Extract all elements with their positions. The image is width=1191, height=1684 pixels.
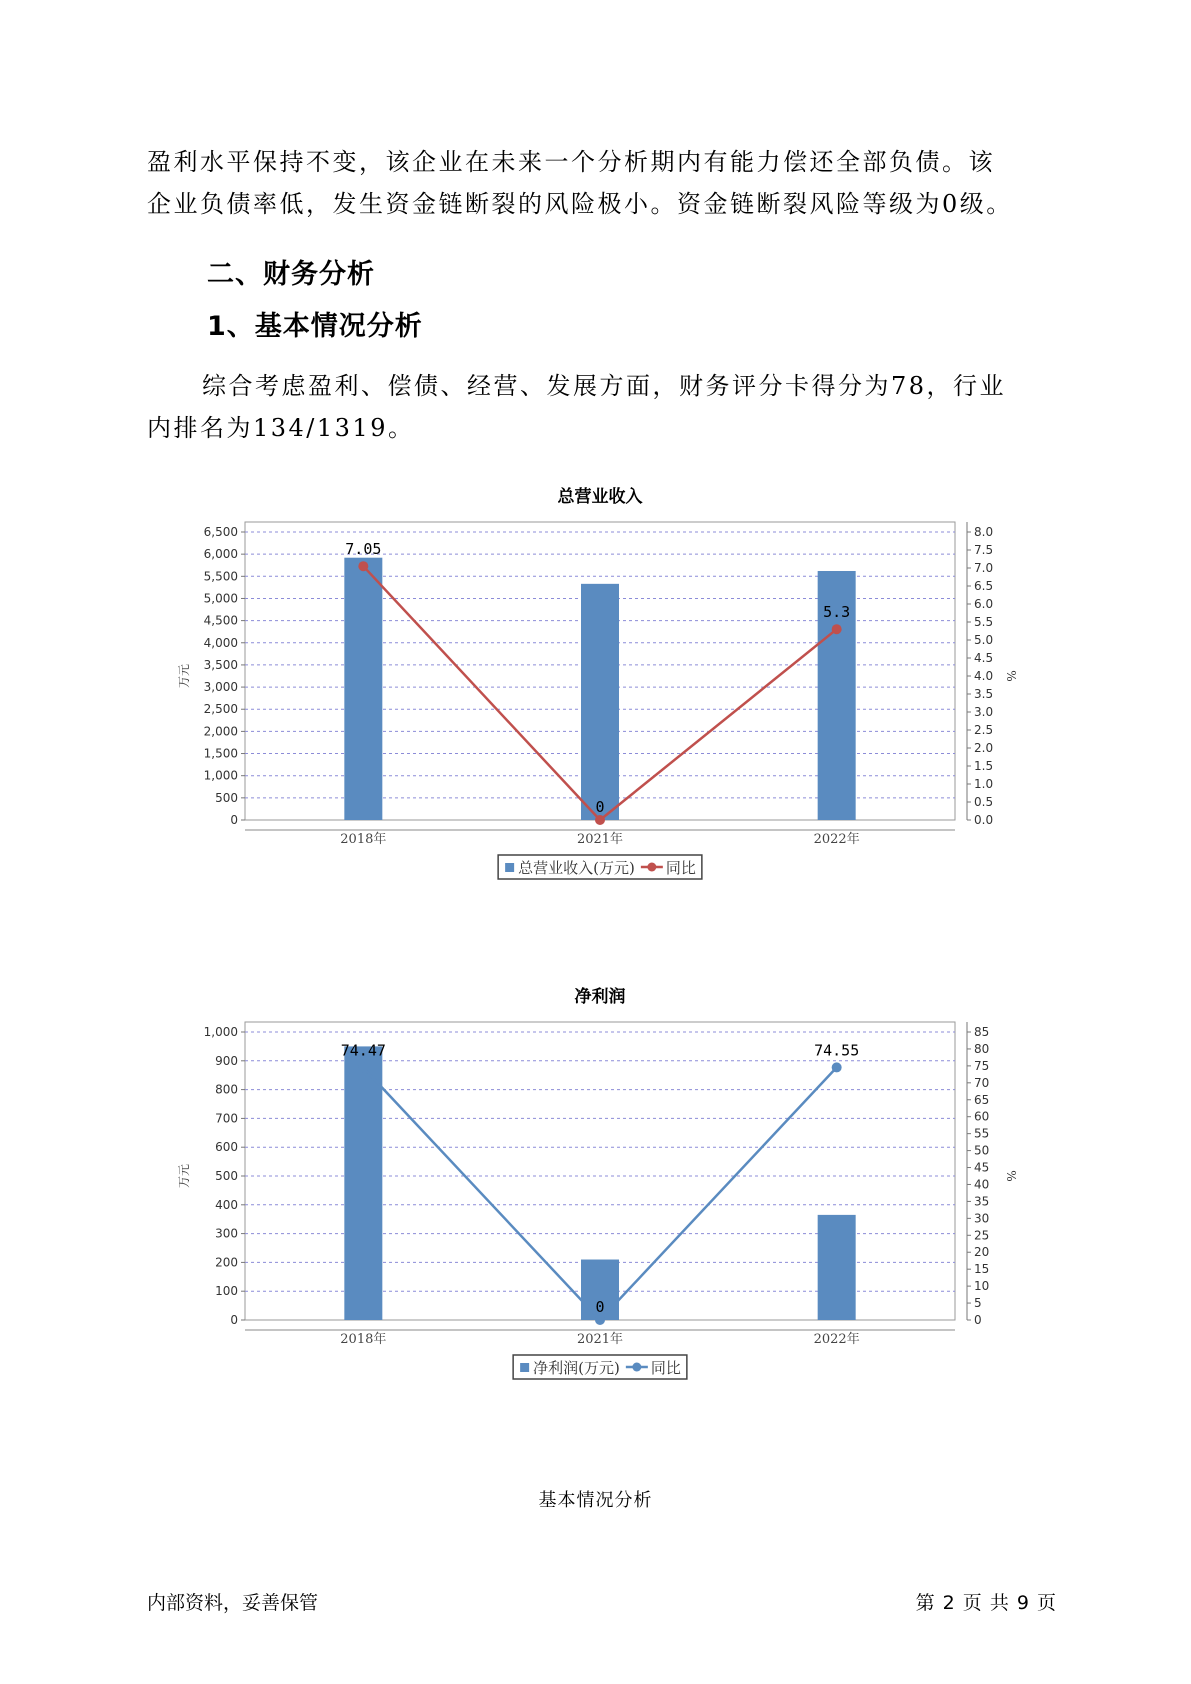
line-point bbox=[358, 561, 368, 571]
figure-caption: 基本情况分析 bbox=[538, 1490, 653, 1511]
y2-tick-label: 60 bbox=[974, 1109, 990, 1124]
y2-tick-label: 35 bbox=[974, 1194, 990, 1209]
y-tick-label: 3,500 bbox=[203, 657, 238, 672]
paragraph-line: 企业负债率低，发生资金链断裂的风险极小。资金链断裂风险等级为0级。 bbox=[147, 190, 1013, 218]
paragraph-line: 盈利水平保持不变，该企业在未来一个分析期内有能力偿还全部负债。该 bbox=[147, 148, 995, 176]
y-axis-label: 万元 bbox=[177, 1163, 191, 1189]
y2-tick-label: 7.5 bbox=[974, 543, 994, 557]
y2-tick-label: 4.5 bbox=[974, 651, 994, 665]
y-tick-label: 6,000 bbox=[203, 547, 238, 562]
y-tick-label: 100 bbox=[215, 1284, 238, 1299]
y2-tick-label: 7.0 bbox=[974, 561, 994, 575]
x-tick-label: 2018年 bbox=[340, 832, 387, 847]
y2-tick-label: 0 bbox=[974, 1313, 982, 1327]
y2-tick-label: 0.0 bbox=[974, 813, 994, 827]
legend-entry: 同比 bbox=[665, 859, 696, 877]
revenue-chart-svg bbox=[170, 480, 1018, 935]
data-label: 0 bbox=[595, 1298, 605, 1316]
line-point bbox=[832, 1062, 842, 1072]
y-tick-label: 200 bbox=[215, 1255, 238, 1270]
legend-line-marker bbox=[647, 863, 656, 872]
revenue-chart bbox=[170, 480, 1018, 935]
data-label: 5.3 bbox=[823, 603, 851, 622]
y2-tick-label: 3.0 bbox=[974, 705, 994, 719]
data-label: 7.05 bbox=[345, 540, 382, 559]
y-tick-label: 300 bbox=[215, 1226, 238, 1241]
y-tick-label: 400 bbox=[215, 1197, 238, 1212]
y-tick-label: 6,500 bbox=[203, 525, 238, 539]
x-tick-label: 2022年 bbox=[813, 832, 860, 847]
x-tick-label: 2021年 bbox=[576, 832, 624, 847]
legend-bar-swatch bbox=[520, 1363, 529, 1372]
data-label: 0 bbox=[595, 798, 605, 816]
net-profit-chart bbox=[170, 980, 1018, 1435]
line-point bbox=[595, 1315, 605, 1325]
y2-tick-label: 2.0 bbox=[974, 741, 994, 755]
paragraph-risk bbox=[147, 141, 1045, 225]
y-tick-label: 0 bbox=[230, 813, 238, 827]
bar bbox=[344, 1046, 382, 1320]
line-point bbox=[358, 1063, 368, 1073]
y-tick-label: 700 bbox=[215, 1111, 238, 1126]
y-tick-label: 500 bbox=[215, 1169, 238, 1183]
legend-bar-swatch bbox=[505, 863, 514, 872]
y-tick-label: 0 bbox=[230, 1313, 238, 1327]
y2-tick-label: 20 bbox=[974, 1245, 990, 1260]
y2-tick-label: 75 bbox=[974, 1058, 990, 1073]
y2-tick-label: 4.0 bbox=[974, 669, 994, 683]
bar bbox=[581, 584, 619, 820]
y-tick-label: 3,000 bbox=[203, 680, 238, 695]
legend-line-marker bbox=[632, 1363, 641, 1372]
y-tick-label: 1,000 bbox=[203, 1025, 238, 1039]
y2-tick-label: 15 bbox=[974, 1262, 990, 1277]
y2-tick-label: 50 bbox=[974, 1143, 990, 1158]
x-tick-label: 2022年 bbox=[813, 1332, 860, 1347]
y-tick-label: 900 bbox=[215, 1053, 238, 1068]
y-tick-label: 4,000 bbox=[203, 635, 238, 650]
y2-tick-label: 85 bbox=[974, 1025, 990, 1039]
data-label: 74.55 bbox=[814, 1041, 860, 1060]
data-label: 74.47 bbox=[340, 1041, 386, 1060]
y-tick-label: 2,500 bbox=[203, 702, 238, 717]
paragraph-line: 内排名为134/1319。 bbox=[147, 414, 415, 442]
y2-axis-label: % bbox=[1004, 670, 1018, 682]
y-tick-label: 800 bbox=[215, 1082, 238, 1097]
subsection-heading: 1、基本情况分析 bbox=[207, 311, 423, 342]
y2-tick-label: 55 bbox=[974, 1126, 990, 1141]
y2-tick-label: 10 bbox=[974, 1279, 990, 1294]
section-heading: 二、财务分析 bbox=[207, 259, 375, 290]
legend-entry: 同比 bbox=[650, 1359, 681, 1377]
y-tick-label: 1,000 bbox=[203, 768, 238, 783]
y-tick-label: 5,500 bbox=[203, 569, 238, 584]
y2-tick-label: 1.5 bbox=[974, 759, 994, 773]
chart-title: 净利润 bbox=[574, 987, 626, 1007]
y2-axis-label: % bbox=[1004, 1170, 1018, 1182]
y2-tick-label: 5.5 bbox=[974, 615, 994, 629]
y2-tick-label: 2.5 bbox=[974, 723, 994, 737]
y2-tick-label: 25 bbox=[974, 1228, 990, 1243]
x-tick-label: 2021年 bbox=[576, 1332, 624, 1347]
y-tick-label: 2,000 bbox=[203, 724, 238, 739]
y2-tick-label: 5.0 bbox=[974, 633, 994, 647]
y2-tick-label: 6.5 bbox=[974, 579, 994, 593]
y2-tick-label: 40 bbox=[974, 1177, 990, 1192]
bar bbox=[818, 1215, 856, 1320]
x-tick-label: 2018年 bbox=[340, 1332, 387, 1347]
y2-tick-label: 3.5 bbox=[974, 687, 994, 701]
paragraph-line: 综合考虑盈利、偿债、经营、发展方面，财务评分卡得分为78，行业 bbox=[202, 372, 1007, 400]
chart-title: 总营业收入 bbox=[557, 487, 643, 507]
legend-entry: 总营业收入(万元) bbox=[518, 859, 635, 877]
paragraph-score bbox=[147, 365, 1045, 449]
footer-left: 内部资料，妥善保管 bbox=[147, 1592, 319, 1614]
y2-tick-label: 30 bbox=[974, 1211, 990, 1226]
y2-tick-label: 6.0 bbox=[974, 597, 994, 611]
y-axis-label: 万元 bbox=[177, 663, 191, 689]
y2-tick-label: 80 bbox=[974, 1041, 990, 1056]
page-number: 第 2 页 共 9 页 bbox=[915, 1592, 1057, 1614]
y2-tick-label: 65 bbox=[974, 1092, 990, 1107]
y2-tick-label: 5 bbox=[974, 1296, 982, 1311]
legend-entry: 净利润(万元) bbox=[533, 1359, 620, 1377]
y-tick-label: 1,500 bbox=[203, 746, 238, 761]
y-tick-label: 600 bbox=[215, 1140, 238, 1155]
line-point bbox=[832, 624, 842, 634]
y-tick-label: 5,000 bbox=[203, 591, 238, 606]
y-tick-label: 500 bbox=[215, 790, 238, 805]
y2-tick-label: 8.0 bbox=[974, 525, 994, 539]
line-point bbox=[595, 815, 605, 825]
y-tick-label: 4,500 bbox=[203, 613, 238, 628]
y2-tick-label: 0.5 bbox=[974, 795, 994, 809]
net-profit-chart-svg bbox=[170, 980, 1018, 1435]
y2-tick-label: 45 bbox=[974, 1160, 990, 1175]
bar bbox=[344, 558, 382, 820]
y2-tick-label: 1.0 bbox=[974, 777, 994, 791]
y2-tick-label: 70 bbox=[974, 1075, 990, 1090]
